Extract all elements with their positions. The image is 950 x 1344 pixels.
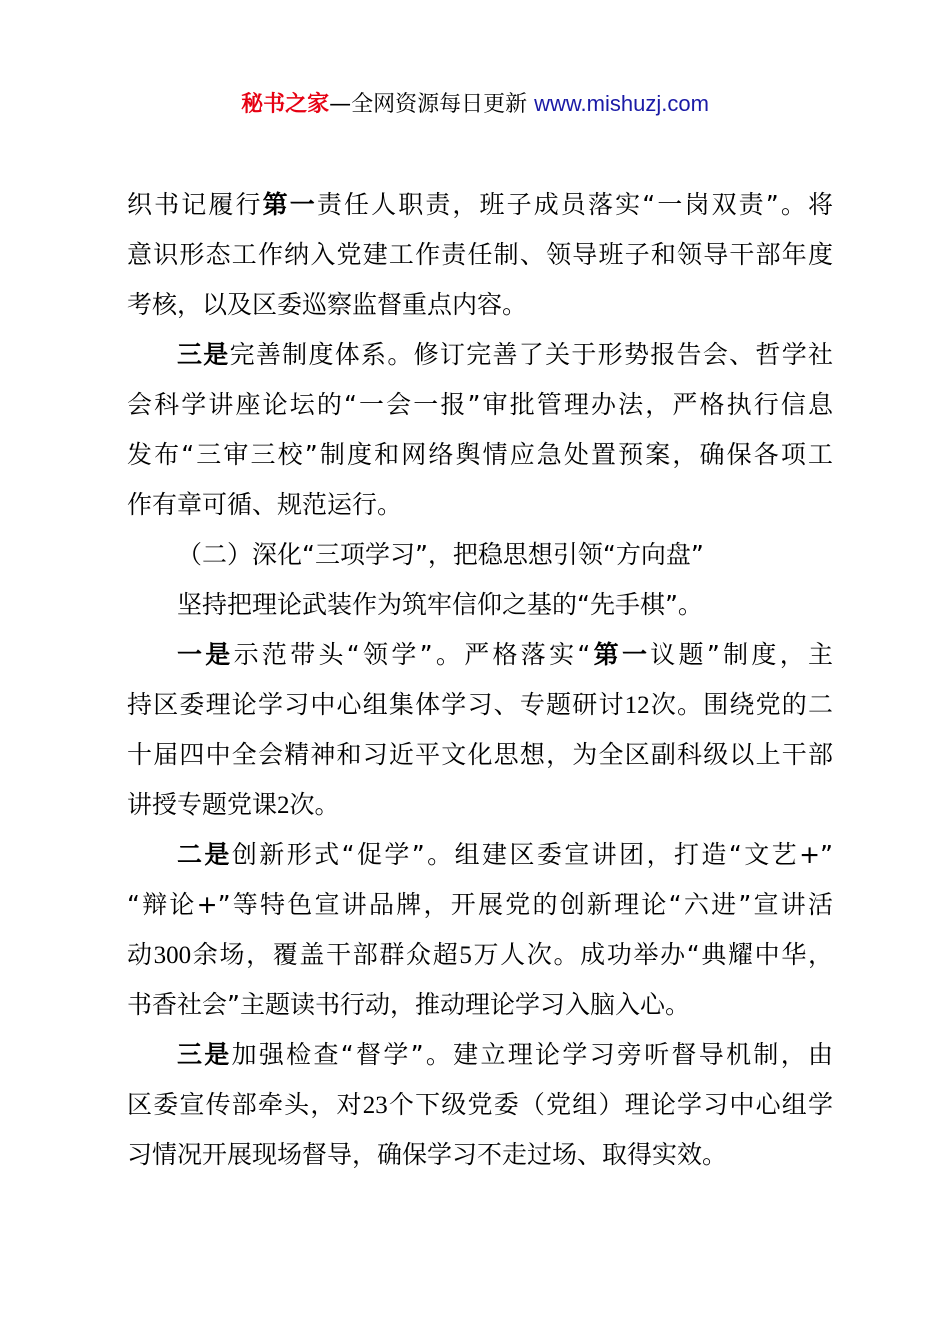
text-line: 发布“三审三校”制度和网络舆情应急处置预案，确保各项工 (127, 440, 833, 469)
text-line: “辩论+”等特色宣讲品牌，开展党的创新理论“六进”宣讲活 (127, 890, 833, 919)
paragraph-start: 二是创新形式“促学”。组建区委宣讲团，打造“文艺+” (177, 840, 833, 869)
text-line: 考核，以及区委巡察监督重点内容。 (127, 290, 528, 319)
emphasis: 第一 (262, 190, 317, 219)
text-line: 意识形态工作纳入党建工作责任制、领导班子和领导干部年度 (127, 240, 833, 269)
brand-name: 秘书之家 (241, 92, 330, 117)
text-line: 持区委理论学习中心组集体学习、专题研讨12次。围绕党的二 (127, 690, 833, 719)
section-marker: 三是 (177, 1040, 232, 1069)
header-tagline: —全网资源每日更新 (329, 92, 528, 117)
section-marker: 一是 (177, 640, 234, 669)
text-line: 习情况开展现场督导，确保学习不走过场、取得实效。 (127, 1140, 728, 1169)
paragraph-start: 坚持把理论武装作为筑牢信仰之基的“先手棋”。 (177, 590, 703, 619)
site-url[interactable]: www.mishuzj.com (534, 91, 709, 116)
text-line: 织书记履行第一责任人职责，班子成员落实“一岗双责”。将 (127, 190, 833, 219)
section-heading: （二）深化“三项学习”，把稳思想引领“方向盘” (177, 540, 704, 569)
section-marker: 二是 (177, 840, 232, 869)
document-body (127, 180, 833, 1180)
paragraph-start: 三是完善制度体系。修订完善了关于形势报告会、哲学社 (177, 340, 833, 369)
page-header (0, 89, 950, 120)
section-marker: 三是 (177, 340, 230, 369)
text-line: 会科学讲座论坛的“一会一报”审批管理办法，严格执行信息 (127, 390, 833, 419)
text-line: 十届四中全会精神和习近平文化思想，为全区副科级以上干部 (127, 740, 833, 769)
paragraph-start: 三是加强检查“督学”。建立理论学习旁听督导机制，由 (177, 1040, 833, 1069)
paragraph-start: 一是示范带头“领学”。严格落实“第一议题”制度，主 (177, 640, 833, 669)
text-line: 区委宣传部牵头，对23个下级党委（党组）理论学习中心组学 (127, 1090, 833, 1119)
emphasis: 第一 (590, 640, 651, 669)
text-line: 动300余场，覆盖干部群众超5万人次。成功举办“典耀中华， (127, 940, 833, 969)
text-line: 讲授专题党课2次。 (127, 790, 340, 819)
text-line: 作有章可循、规范运行。 (127, 490, 403, 519)
text-line: 书香社会”主题读书行动，推动理论学习入脑入心。 (127, 990, 690, 1019)
